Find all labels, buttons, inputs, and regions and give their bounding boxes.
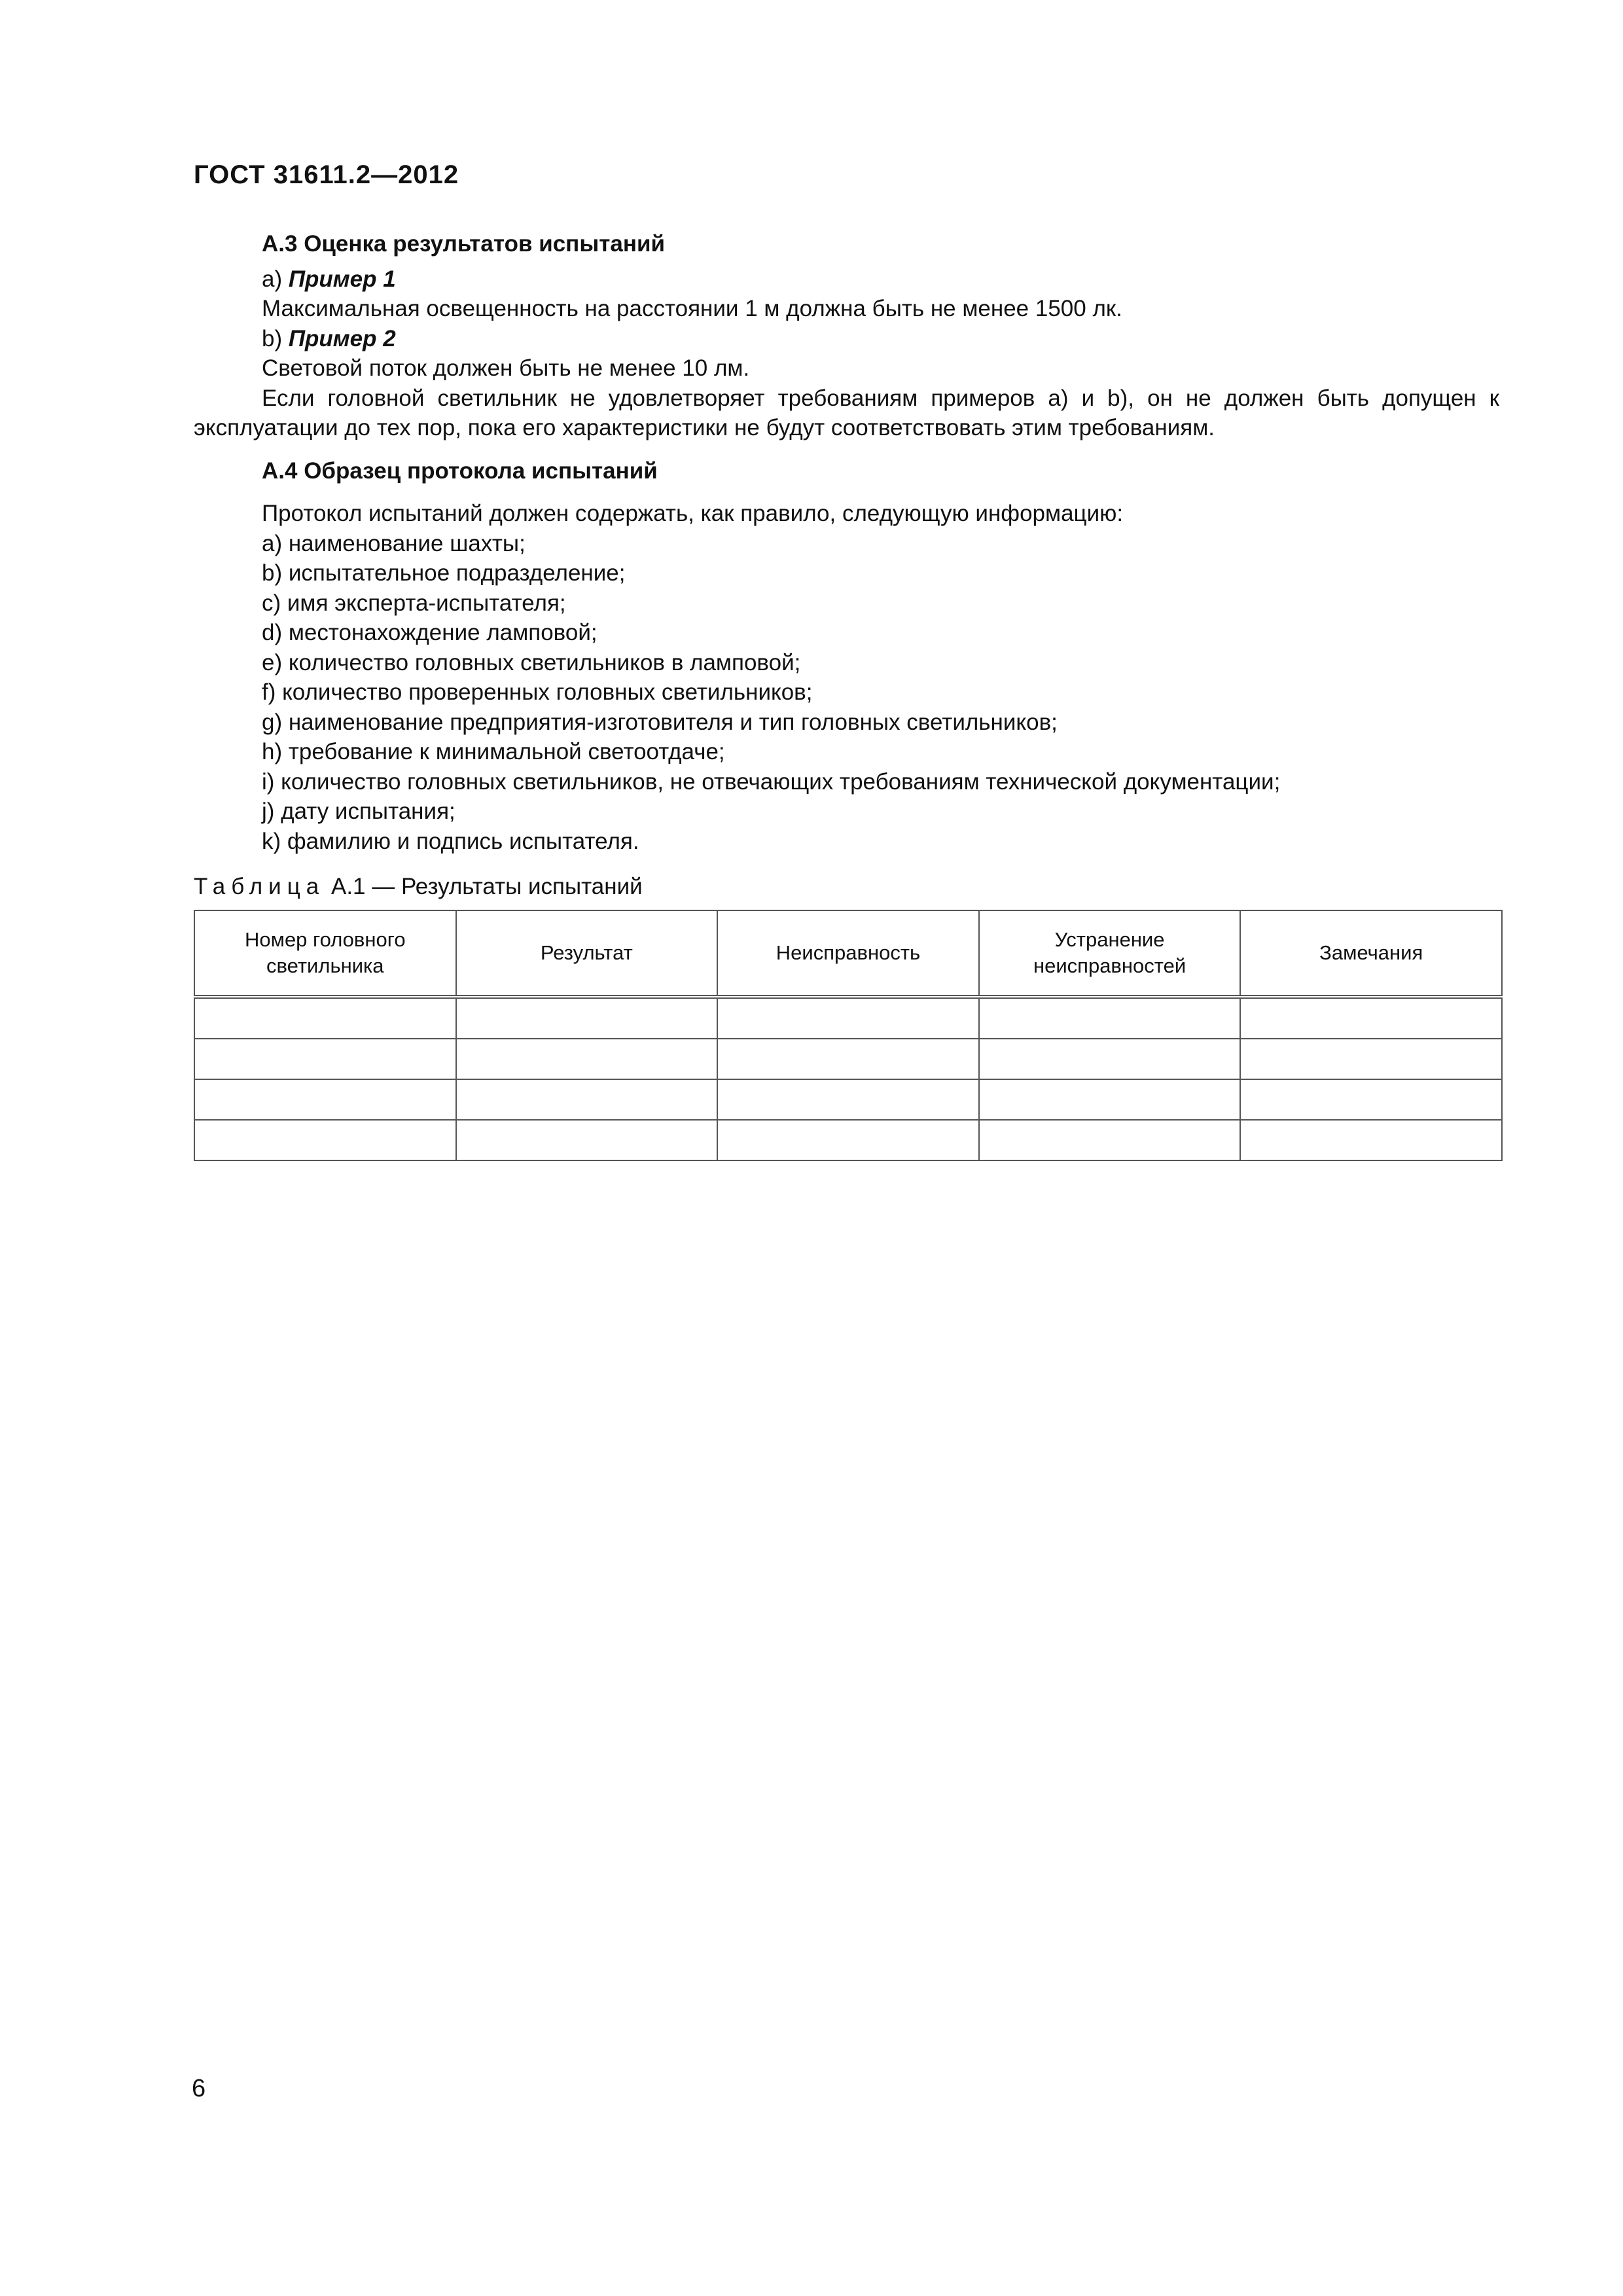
- list-item: е) количество головных светильников в ламповой;: [262, 649, 801, 675]
- column-header: Номер головного светильника: [194, 910, 456, 997]
- list-item: j) дату испытания;: [262, 798, 455, 824]
- section-a4-heading: А.4 Образец протокола испытаний: [262, 457, 658, 484]
- list-item: k) фамилию и подпись испытателя.: [262, 828, 639, 854]
- table-cell: [979, 1079, 1241, 1120]
- list-item: с) имя эксперта-испытателя;: [262, 590, 566, 616]
- table-row: [194, 1120, 1502, 1160]
- table-cell: [456, 1039, 718, 1079]
- table-cell: [456, 1120, 718, 1160]
- table-cell: [194, 1039, 456, 1079]
- a3-conclusion: Если головной светильник не удовлетворяет требованиям примеров а) и b), он не должен быть допущен к эксплуатации до тех пор, пока его характеристики не будут соответствовать этим требованиям.: [194, 385, 1499, 440]
- table-cell: [1240, 1039, 1502, 1079]
- table-cell: [456, 997, 718, 1039]
- section-a3-heading: А.3 Оценка результатов испытаний: [262, 231, 665, 257]
- list-item: d) местонахождение ламповой;: [262, 620, 597, 645]
- table-cell: [979, 1120, 1241, 1160]
- item-b-line: [194, 324, 1499, 354]
- column-header: Результат: [456, 910, 718, 997]
- table-row: [194, 997, 1502, 1039]
- item-a-line: [194, 264, 1499, 295]
- table-cell: [979, 997, 1241, 1039]
- list-item: а) наименование шахты;: [262, 530, 526, 556]
- table-cell: [194, 1120, 456, 1160]
- item-b-text: Световой поток должен быть не менее 10 лм.: [262, 355, 750, 381]
- table-cell: [1240, 1079, 1502, 1120]
- list-item: i) количество головных светильников, не отвечающих требованиям технической документации;: [262, 768, 1281, 795]
- table-header-row: [194, 910, 1502, 997]
- page-number: 6: [192, 2075, 206, 2102]
- table-cell: [717, 1120, 979, 1160]
- item-a-title: Пример 1: [288, 266, 396, 292]
- column-header: Устранение неисправностей: [979, 910, 1241, 997]
- results-table: [194, 910, 1503, 1161]
- page-content: [194, 229, 1499, 1161]
- table-row: [194, 1079, 1502, 1120]
- table-cell: [717, 997, 979, 1039]
- item-a-marker: а): [262, 266, 283, 292]
- table-cell: [1240, 997, 1502, 1039]
- document-header: ГОСТ 31611.2—2012: [194, 160, 459, 189]
- table-caption-title: А.1 — Результаты испытаний: [330, 874, 643, 899]
- item-a-text: Максимальная освещенность на расстоянии 1 м должна быть не менее 1500 лк.: [262, 296, 1122, 321]
- table-cell: [717, 1039, 979, 1079]
- list-item: f) количество проверенных головных светильников;: [262, 679, 813, 705]
- list-item: b) испытательное подразделение;: [262, 560, 626, 586]
- list-item: g) наименование предприятия-изготовителя и тип головных светильников;: [262, 709, 1058, 735]
- table-caption-word: Таблица: [194, 874, 325, 899]
- table-cell: [194, 1079, 456, 1120]
- table-row: [194, 1039, 1502, 1079]
- column-header: Замечания: [1240, 910, 1502, 997]
- table-cell: [194, 997, 456, 1039]
- table-caption: [194, 872, 1499, 902]
- item-b-title: Пример 2: [288, 325, 396, 351]
- table-cell: [456, 1079, 718, 1120]
- item-b-marker: b): [262, 325, 283, 351]
- list-item: h) требование к минимальной светоотдаче;: [262, 739, 725, 764]
- table-cell: [1240, 1120, 1502, 1160]
- table-cell: [717, 1079, 979, 1120]
- column-header: Неисправность: [717, 910, 979, 997]
- a4-intro: Протокол испытаний должен содержать, как правило, следующую информацию:: [262, 501, 1124, 526]
- table-cell: [979, 1039, 1241, 1079]
